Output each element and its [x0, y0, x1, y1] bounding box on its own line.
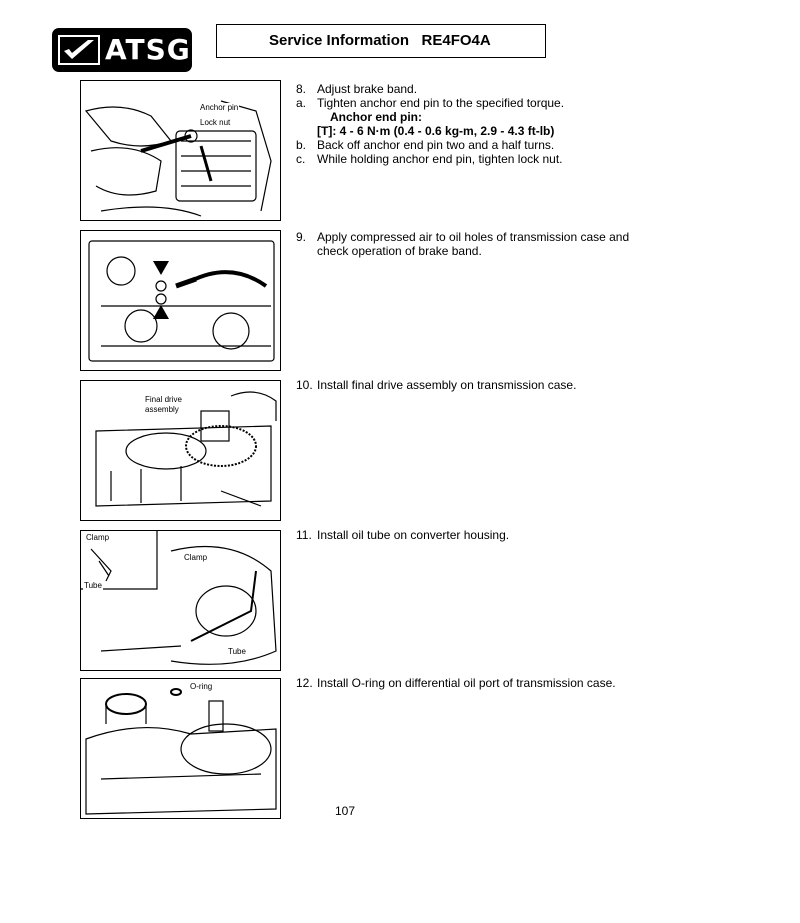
callout-lock-nut: Lock nut [200, 118, 231, 127]
step-text: Install oil tube on converter housing. [317, 528, 510, 542]
step-text: Install O-ring on differential oil port of transmission case. [317, 676, 616, 690]
figure-oil-tube [80, 530, 281, 671]
callout-anchor-pin: Anchor pin [200, 103, 239, 112]
figure-brake-band-adjust [80, 80, 281, 221]
substep-letter: b. [296, 138, 307, 152]
illustration-air-gun [81, 231, 281, 371]
logo-text: ATSG [105, 33, 191, 66]
step-11 [296, 528, 646, 542]
substep-letter: a. [296, 96, 307, 110]
callout-assembly: assembly [145, 405, 179, 414]
step-number: 9. [296, 230, 307, 244]
step-text: Apply compressed air to oil holes of transmission case and check operation of brake band. [317, 230, 630, 258]
step-text: Install final drive assembly on transmission case. [317, 378, 577, 392]
step-number: 11. [296, 528, 312, 542]
step-8 [296, 82, 646, 166]
figure-compressed-air [80, 230, 281, 371]
callout-clamp-inset: Clamp [86, 533, 110, 542]
step-number: 8. [296, 82, 307, 96]
step-number: 10. [296, 378, 313, 392]
spec-value-row [296, 124, 646, 138]
substep-text: Back off anchor end pin two and a half turns. [317, 138, 555, 152]
substep-letter: c. [296, 152, 306, 166]
illustration-oil-tube [81, 531, 281, 671]
page-title: Service Information RE4FO4A [269, 32, 491, 49]
atsg-logo [52, 28, 192, 72]
figure-final-drive [80, 380, 281, 521]
spec-value: [T]: 4 - 6 N·m (0.4 - 0.6 kg-m, 2.9 - 4.3 ft-lb) [317, 124, 555, 138]
illustration-o-ring [81, 679, 281, 819]
step-text: Adjust brake band. [317, 82, 418, 96]
substep-text: While holding anchor end pin, tighten lock nut. [317, 152, 563, 166]
spec-label: Anchor end pin: [330, 110, 422, 124]
callout-tube: Tube [228, 647, 246, 656]
step-9 [296, 230, 646, 258]
callout-tube-inset: Tube [84, 581, 102, 590]
step-12 [296, 676, 646, 690]
title-box [216, 24, 546, 58]
callout-clamp: Clamp [184, 553, 208, 562]
callout-final-drive: Final drive [145, 395, 182, 404]
illustration-wrench [81, 81, 281, 221]
checkmark-icon [58, 35, 100, 65]
page-number: 107 [335, 804, 356, 818]
step-10 [296, 378, 646, 392]
callout-o-ring: O-ring [190, 682, 213, 691]
step-number: 12. [296, 676, 313, 690]
substep-text: Tighten anchor end pin to the specified torque. [317, 96, 565, 110]
figure-o-ring [80, 678, 281, 819]
